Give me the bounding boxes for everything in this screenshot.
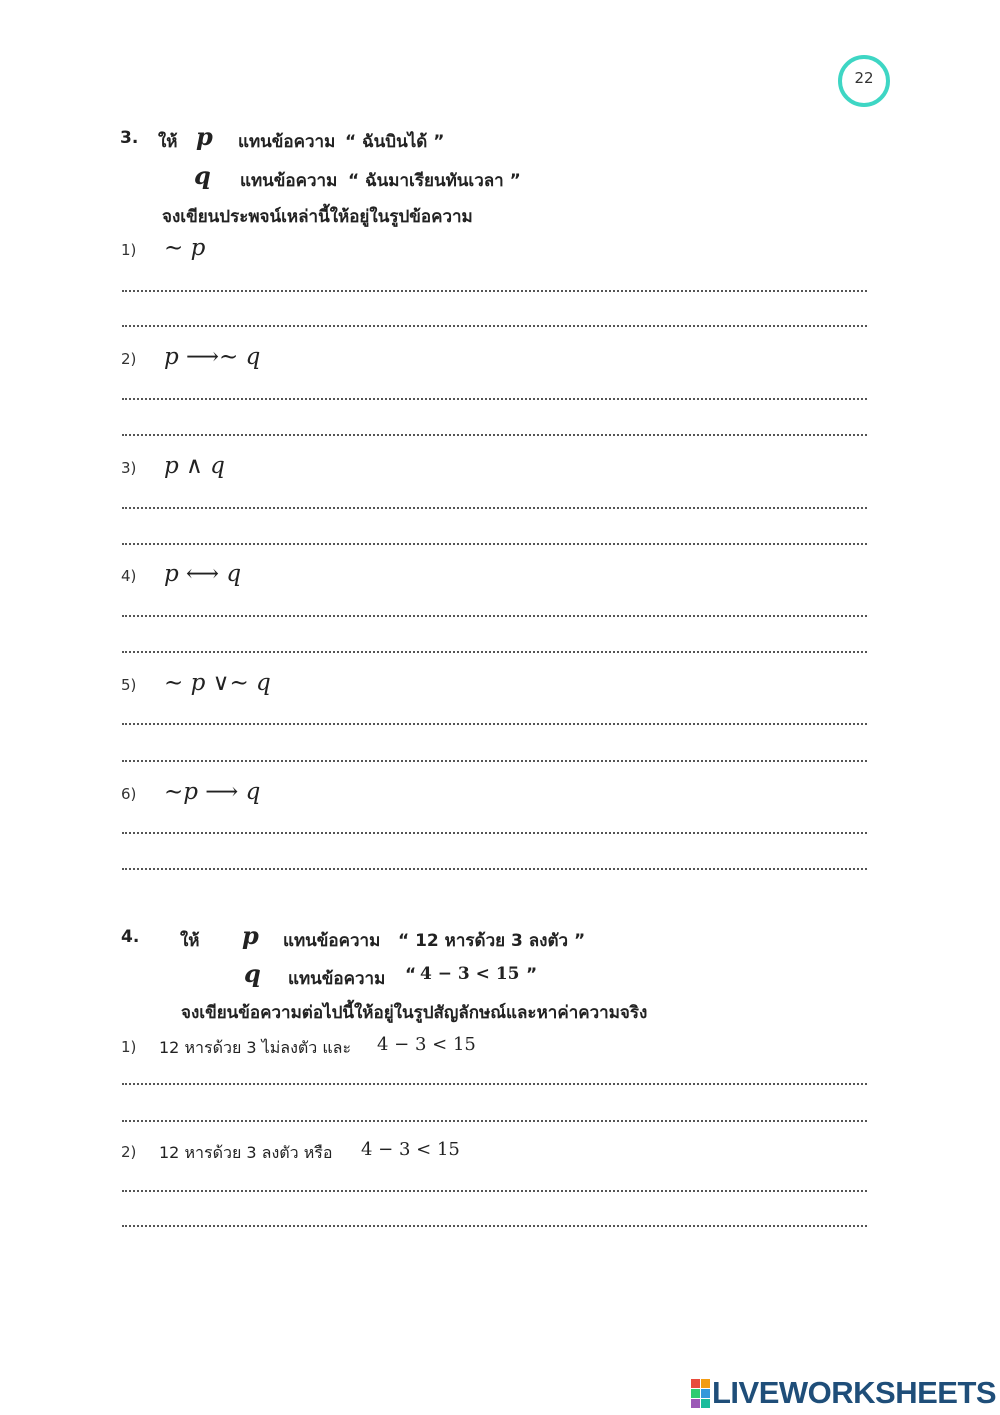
section3-give: ให้ xyxy=(158,132,178,152)
s4-item2-number: 2) xyxy=(121,1143,137,1161)
section4-number: 4. xyxy=(121,927,140,947)
section3-q-symbol: q xyxy=(194,161,211,190)
page-number-badge xyxy=(838,55,890,107)
s4-item2-text: 12 หารด้วย 3 ลงตัว หรือ xyxy=(159,1143,333,1162)
s3-item3-answer-line-1[interactable] xyxy=(122,507,867,509)
s3-item6-answer-line-2[interactable] xyxy=(122,868,867,870)
s3-item2-number: 2) xyxy=(121,350,137,368)
logo-mark-icon xyxy=(691,1379,710,1408)
section4-p-statement: “ 12 หารด้วย 3 ลงตัว ” xyxy=(398,931,586,951)
section3-number: 3. xyxy=(120,128,139,148)
s3-item6-answer-line-1[interactable] xyxy=(122,832,867,834)
section3-q-statement: “ ฉันมาเรียนทันเวลา ” xyxy=(348,171,521,191)
s3-item4-answer-line-2[interactable] xyxy=(122,651,867,653)
s3-item4-number: 4) xyxy=(121,567,137,585)
s4-item1-answer-line-1[interactable] xyxy=(122,1083,867,1085)
s4-item1-answer-line-2[interactable] xyxy=(122,1120,867,1122)
s4-item1-math: 4 − 3 < 15 xyxy=(377,1034,476,1055)
s3-item1-number: 1) xyxy=(121,241,137,259)
section3-p-statement: “ ฉันบินได้ ” xyxy=(345,132,445,152)
logo-block xyxy=(691,1389,700,1398)
section4-q-open-quote: “ xyxy=(405,965,417,985)
s3-item5-answer-line-2[interactable] xyxy=(122,760,867,762)
logo-block xyxy=(701,1399,710,1408)
s3-item2-formula: p ⟶∼ q xyxy=(164,344,261,370)
section4-q-label: แทนข้อความ xyxy=(288,969,386,989)
s3-item2-answer-line-1[interactable] xyxy=(122,398,867,400)
s4-item2-math: 4 − 3 < 15 xyxy=(361,1139,460,1160)
liveworksheets-logo[interactable] xyxy=(691,1375,997,1410)
logo-block xyxy=(701,1379,710,1388)
s3-item5-answer-line-1[interactable] xyxy=(122,723,867,725)
s3-item1-formula: ∼ p xyxy=(164,235,206,261)
s3-item4-answer-line-1[interactable] xyxy=(122,615,867,617)
logo-block xyxy=(701,1389,710,1398)
section4-q-symbol: q xyxy=(244,959,261,988)
s3-item3-number: 3) xyxy=(121,459,137,477)
s3-item3-formula: p ∧ q xyxy=(164,453,225,479)
logo-block xyxy=(691,1379,700,1388)
s3-item3-answer-line-2[interactable] xyxy=(122,543,867,545)
section4-instruction: จงเขียนข้อความต่อไปนี้ให้อยู่ในรูปสัญลักษณ์และหาค่าความจริง xyxy=(181,1003,648,1023)
s3-item1-answer-line-2[interactable] xyxy=(122,325,867,327)
s3-item6-formula: ∼p ⟶ q xyxy=(164,779,261,805)
s4-item1-number: 1) xyxy=(121,1038,137,1056)
page-number: 22 xyxy=(854,69,874,87)
section4-q-close-quote: ” xyxy=(526,965,538,985)
section3-instruction: จงเขียนประพจน์เหล่านี้ให้อยู่ในรูปข้อความ xyxy=(162,207,473,227)
s3-item2-answer-line-2[interactable] xyxy=(122,434,867,436)
logo-text: LIVEWORKSHEETS xyxy=(712,1375,997,1410)
section4-p-symbol: p xyxy=(242,921,259,950)
s3-item5-number: 5) xyxy=(121,676,137,694)
s3-item5-formula: ∼ p ∨∼ q xyxy=(164,670,271,696)
section4-give: ให้ xyxy=(180,931,200,951)
section3-p-symbol: p xyxy=(196,122,213,151)
section3-p-label: แทนข้อความ xyxy=(238,132,336,152)
s3-item4-formula: p ⟷ q xyxy=(164,561,242,587)
logo-block xyxy=(691,1399,700,1408)
s3-item1-answer-line-1[interactable] xyxy=(122,290,867,292)
section3-q-label: แทนข้อความ xyxy=(240,171,338,191)
section4-q-math: 4 − 3 < 15 xyxy=(420,964,520,984)
s4-item1-text: 12 หารด้วย 3 ไม่ลงตัว และ xyxy=(159,1038,352,1057)
s4-item2-answer-line-1[interactable] xyxy=(122,1190,867,1192)
s4-item2-answer-line-2[interactable] xyxy=(122,1225,867,1227)
section4-p-label: แทนข้อความ xyxy=(283,931,381,951)
s3-item6-number: 6) xyxy=(121,785,137,803)
